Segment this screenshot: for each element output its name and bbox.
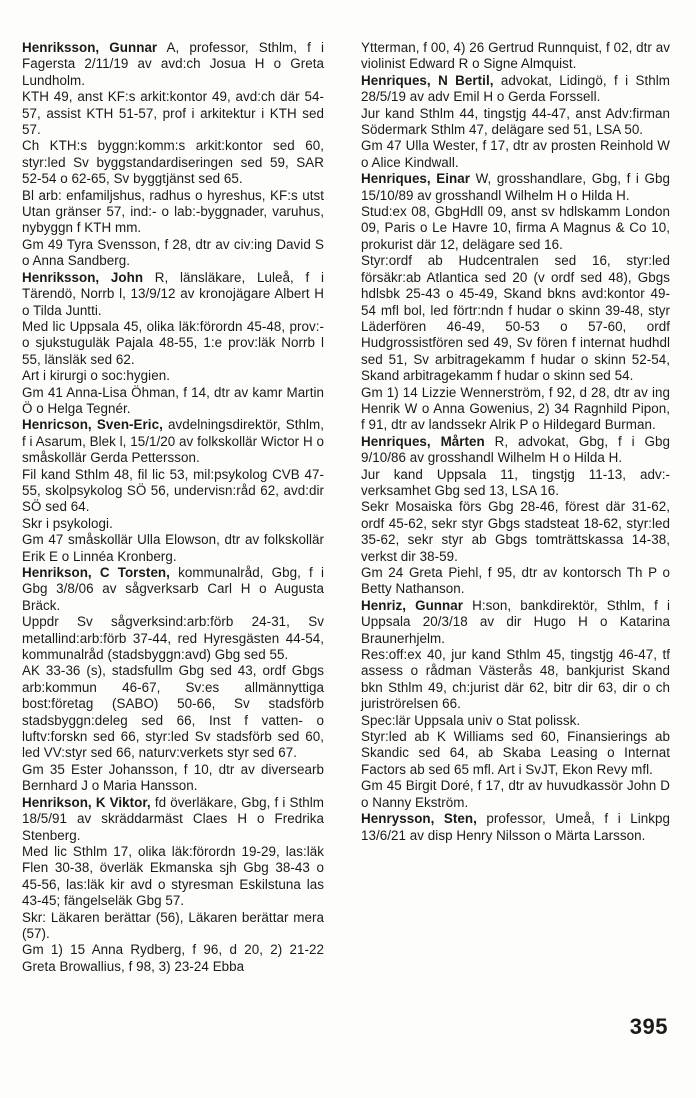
paragraph — [22, 237, 324, 270]
paragraph — [361, 434, 670, 467]
entry-name: Henriques, Mårten — [361, 433, 485, 449]
entry-text: avdelningsdirektör, Sthlm, f i Asarum, Blek l, 15/1/20 av folkskollär Wictor H o småskollär Gerda Pettersson. — [22, 417, 324, 466]
entry-text: Skr i psykologi. — [22, 515, 113, 531]
paragraph — [22, 40, 324, 89]
paragraph — [361, 106, 670, 139]
paragraph — [22, 942, 324, 975]
entry-text: W, grosshandlare, Gbg, f i Gbg 15/10/89 av grosshandl Wilhelm H o Hilda H. — [361, 171, 670, 203]
entry-text: Styr:led ab K Williams sed 60, Finansierings ab Skandic sed 64, ab Skaba Leasing o Internat Factors ab sed 65 mfl. Art i SvJT, Ekon Revy mfl. — [361, 729, 670, 777]
paragraph — [22, 319, 324, 368]
entry-text: Stud:ex 08, GbgHdll 09, anst sv hdlskamm London 09, Paris o Le Havre 10, firma A Magnus & Co 10, prokurist där 12, delägare sed 16. — [361, 204, 670, 252]
paragraph — [361, 40, 670, 73]
paragraph — [361, 598, 670, 647]
entry-text: fd överläkare, Gbg, f i Sthlm 18/5/91 av skräddarmäst Claes H o Fredrika Stenberg. — [22, 794, 324, 843]
entry-text: Jur kand Uppsala 11, tingstjg 11-13, adv:-verksamhet Gbg sed 13, LSA 16. — [361, 466, 670, 498]
paragraph — [22, 138, 324, 187]
entry-name: Henricson, Sven-Eric, — [22, 417, 163, 433]
paragraph — [361, 171, 670, 204]
paragraph — [361, 647, 670, 713]
entry-text: Skr: Läkaren berättar (56), Läkaren berättar mera (57). — [22, 909, 324, 941]
paragraph — [22, 844, 324, 910]
entry-name: Henriques, Einar — [361, 171, 471, 187]
entry-text: KTH 49, anst KF:s arkit:kontor 49, avd:ch där 54-57, assist KTH 51-57, prof i arkitektur i KTH sed 57. — [22, 89, 324, 138]
paragraph — [22, 762, 324, 795]
paragraph — [22, 795, 324, 844]
entry-name: Henriksson, Gunnar — [22, 40, 158, 55]
entry-text: Med lic Uppsala 45, olika läk:förordn 45-48, prov:- o sjukstuguläk Pajala 48-55, 1:e prov:läk Norrb l 55, länsläk sed 62. — [22, 318, 324, 367]
entry-text: Uppdr Sv sågverksind:arb:förb 24-31, Sv metallind:arb:förb 37-44, red Hyresgästen 44-54, kommunalråd (stadsbyggn:avd) Gbg sed 55. — [22, 614, 324, 663]
paragraph — [361, 204, 670, 253]
entry-text: Ytterman, f 00, 4) 26 Gertrud Runnquist, f 02, dtr av violinist Edward R o Signe Almquist. — [361, 40, 670, 72]
entry-text: H:son, bankdirektör, Sthlm, f i Uppsala 20/3/18 av dir Hugo H o Katarina Braunerhjelm. — [361, 597, 670, 646]
entry-text: professor, Umeå, f i Linkpg 13/6/21 av disp Henry Nilsson o Märta Larsson. — [361, 811, 670, 843]
entry-text: Fil kand Sthlm 48, fil lic 53, mil:psykolog CVB 47-55, skolpsykolog SÖ 56, undervisn:råd 62, avd:dir SÖ sed 64. — [22, 466, 324, 515]
entry-text: kommunalråd, Gbg, f i Gbg 3/8/06 av sågverksarb Carl H o Augusta Bräck. — [22, 565, 324, 613]
paragraph — [361, 467, 670, 500]
paragraph — [22, 614, 324, 663]
entry-text: Gm 45 Birgit Doré, f 17, dtr av huvudkassör John D o Nanny Ekström. — [361, 778, 670, 810]
paragraph — [22, 385, 324, 418]
paragraph — [361, 713, 670, 729]
paragraph — [22, 188, 324, 237]
paragraph — [361, 73, 670, 106]
entry-text: R, advokat, Gbg, f i Gbg 9/10/86 av grosshandl Wilhelm H o Hilda H. — [361, 433, 671, 466]
entry-name: Henrikson, K Viktor, — [22, 794, 151, 810]
paragraph — [22, 270, 324, 319]
entry-text: Gm 24 Greta Piehl, f 95, dtr av kontorsch Th P o Betty Nathanson. — [361, 565, 670, 597]
entry-text: Res:off:ex 40, jur kand Sthlm 45, tingstjg 46-47, tf assess o rådman Västerås 48, bankjurist Skand bkn Sthlm 49, ch:jurist där 62, bitr dir 63, dir o ch juriströrelsen 66. — [361, 647, 670, 712]
entry-text: Jur kand Sthlm 44, tingstjg 44-47, anst Adv:firman Södermark Sthlm 47, delägare sed 51, LSA 50. — [361, 105, 670, 138]
entry-text: Gm 49 Tyra Svensson, f 28, dtr av civ:ing David S o Anna Sandberg. — [22, 236, 324, 269]
entry-text: AK 33-36 (s), stadsfullm Gbg sed 43, ordf Gbgs arb:kommun 46-67, Sv:es allmännyttiga bost:företag (SABO) 50-66, Sv stadsförb stadsbyggn:deleg sed 66, Inst f vatten- o luftv:forskn sed 66, styr:led Sv stadsförb sed 60, led VV:styr sed 66, naturv:verkets styr sed 67. — [22, 663, 324, 761]
entry-text: Sekr Mosaiska förs Gbg 28-46, förest där 31-62, ordf 45-62, sekr styr Gbgs stadsteat 18-62, styr:led 35-62, sekr styr ab Gbgs tomträttskassa 14-38, verkst dir 38-59. — [361, 499, 670, 564]
entry-text: Spec:lär Uppsala univ o Stat polissk. — [361, 712, 581, 728]
paragraph — [361, 778, 670, 811]
entry-name: Henriksson, John — [22, 269, 144, 285]
paragraph — [22, 89, 324, 138]
entry-name: Henriques, N Bertil, — [361, 72, 494, 88]
paragraph — [22, 910, 324, 943]
paragraph — [361, 811, 670, 844]
paragraph — [22, 368, 324, 384]
entry-text: Art i kirurgi o soc:hygien. — [22, 368, 170, 384]
entry-text: Gm 1) 14 Lizzie Wennerström, f 92, d 28, dtr av ing Henrik W o Anna Gowenius, 2) 34 Ragnhild Pipon, f 91, dtr av landssekr Alrik P o Hildegard Burman. — [361, 384, 670, 433]
entry-text: Gm 35 Ester Johansson, f 10, dtr av diversearb Bernhard J o Maria Hansson. — [22, 761, 324, 794]
paragraph — [361, 138, 670, 171]
page-number: 395 — [629, 1014, 668, 1039]
entry-name: Henriz, Gunnar — [361, 597, 464, 613]
entry-text: Gm 1) 15 Anna Rydberg, f 96, d 20, 2) 21-22 Greta Browallius, f 98, 3) 23-24 Ebba — [22, 942, 324, 974]
entry-text: R, länsläkare, Luleå, f i Tärendö, Norrb l, 13/9/12 av kronojägare Albert H o Tilda Juntti. — [22, 269, 324, 318]
entry-text: Gm 47 småskollär Ulla Elowson, dtr av folkskollär Erik E o Linnéa Kronberg. — [22, 532, 324, 564]
left-column — [22, 40, 324, 975]
entry-name: Henrikson, C Torsten, — [22, 565, 170, 580]
entry-text: Ch KTH:s byggn:komm:s arkit:kontor sed 60, styr:led Sv byggstandardiseringen sed 59, SAR 52-54 o 62-65, Sv byggtjänst sed 65. — [22, 138, 324, 187]
paragraph — [22, 467, 324, 516]
entry-text: advokat, Lidingö, f i Sthlm 28/5/19 av adv Emil H o Gerda Forssell. — [361, 72, 671, 105]
entry-text: Gm 41 Anna-Lisa Öhman, f 14, dtr av kamr Martin Ö o Helga Tegnér. — [22, 384, 324, 416]
entry-text: Styr:ordf ab Hudcentralen sed 16, styr:led försäkr:ab Atlantica sed 20 (v ordf sed 48), Gbgs hdlsbk 25-43 o 45-49, Skand bkns avd:kontor 49-54 mfl bol, led förtr:ndn f hudar o skinn 39-48, styr Läderfören 46-49, 50-53 o 57-60, ordf Hudgrossistfören sed 49, Sv fören f internat hudhdl sed 51, Sv arbitragekamm f hudar o skinn 52-54, Skand arbitragekamm f hudar o skinn sed 54. — [361, 253, 670, 384]
entry-name: Henrysson, Sten, — [361, 811, 477, 827]
paragraph — [361, 729, 670, 778]
entry-text: A, professor, Sthlm, f i Fagersta 2/11/19 av avd:ch Josua H o Greta Lundholm. — [22, 40, 324, 88]
paragraph — [22, 565, 324, 614]
paragraph — [22, 417, 324, 466]
entry-text: Med lic Sthlm 17, olika läk:förordn 19-29, las:läk Flen 30-38, överläk Ekmanska sjh Gbg 38-43 o 45-56, las:läk kir avd o styresman Eskilstuna las 43-45; fängelseläk Gbg 57. — [22, 843, 324, 909]
paragraph — [22, 532, 324, 565]
paragraph — [22, 663, 324, 761]
paragraph — [22, 516, 324, 532]
paragraph — [361, 499, 670, 565]
right-column — [361, 40, 670, 844]
entry-text: Gm 47 Ulla Wester, f 17, dtr av prosten Reinhold W o Alice Kindwall. — [361, 138, 670, 170]
paragraph — [361, 565, 670, 598]
paragraph — [361, 253, 670, 384]
paragraph — [361, 385, 670, 434]
entry-text: Bl arb: enfamiljshus, radhus o hyreshus, KF:s utst Utan gränser 57, ind:- o lab:-byggnader, varuhus, nybyggn f KTH mm. — [22, 187, 324, 236]
